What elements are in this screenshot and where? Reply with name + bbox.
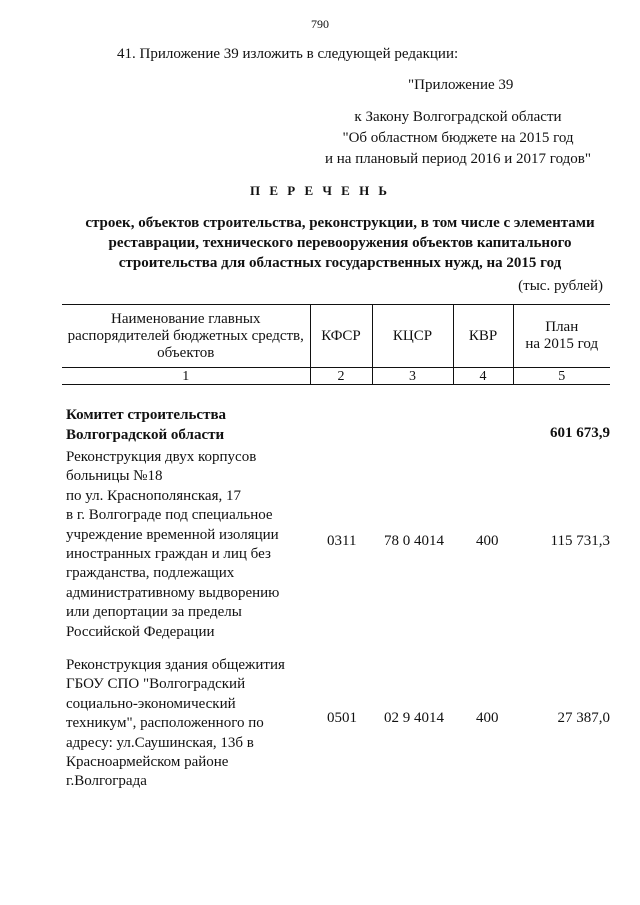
page-number: 790 (311, 17, 329, 31)
header-row (62, 305, 610, 368)
document-subtitle (60, 213, 620, 273)
column-number: 2 (310, 368, 372, 385)
object-name: Реконструкция двух корпусов больницы №18 по ул. Краснополянская, 17 в г. Волгограде под специальное учреждение временной изоляции иностранных граждан и лиц без гражданства, подлежащих административному выдворению или депортации за пределы Российской Федерации (66, 449, 280, 640)
kfsr-cell: 0501 (327, 710, 357, 726)
header-kcsr: КЦСР (372, 305, 453, 368)
column-number: 3 (372, 368, 453, 385)
column-number: 1 (62, 368, 310, 385)
appendix-title: "Приложение 39 (408, 77, 514, 93)
department-total: 601 673,9 (550, 425, 610, 441)
law-reference-line: и на плановый период 2016 и 2017 годов" (325, 151, 591, 167)
header-kfsr: КФСР (310, 305, 372, 368)
subtitle-line: строек, объектов строительства, реконструкции, в том числе с элементами (85, 215, 595, 231)
kcsr-cell: 78 0 4014 (384, 533, 444, 549)
units-label: (тыс. рублей) (518, 278, 603, 294)
law-reference (320, 107, 596, 170)
object-name: Реконструкция здания общежития ГБОУ СПО "Волгоградский социально-экономический техникум", расположенного по адресу: ул.Саушинская, 13б в Красноармейском районе г.Волгограда (66, 657, 285, 790)
department-name: Комитет строительства Волгоградской области (66, 407, 227, 443)
kfsr-cell: 0311 (327, 533, 357, 549)
kvr-cell: 400 (476, 710, 499, 726)
column-number: 5 (513, 368, 610, 385)
plan-cell: 115 731,3 (550, 533, 610, 549)
subtitle-line: строительства для областных государственных нужд, на 2015 год (118, 255, 562, 271)
document-heading: П Е Р Е Ч Е Н Ь (249, 183, 391, 198)
law-reference-line: "Об областном бюджете на 2015 год (342, 130, 574, 146)
table-header (62, 304, 610, 385)
column-number: 4 (453, 368, 513, 385)
subtitle-line: реставрации, технического перевооружения объектов капитального (108, 235, 572, 251)
column-number-row (62, 368, 610, 385)
kvr-cell: 400 (476, 533, 499, 549)
law-reference-line: к Закону Волгоградской области (354, 109, 562, 125)
amendment-line: 41. Приложение 39 изложить в следующей редакции: (117, 46, 459, 62)
plan-cell: 27 387,0 (557, 710, 610, 726)
header-plan: План на 2015 год (513, 305, 610, 368)
header-kvr: КВР (453, 305, 513, 368)
header-name: Наименование главных распорядителей бюджетных средств, объектов (62, 305, 310, 368)
kcsr-cell: 02 9 4014 (384, 710, 444, 726)
